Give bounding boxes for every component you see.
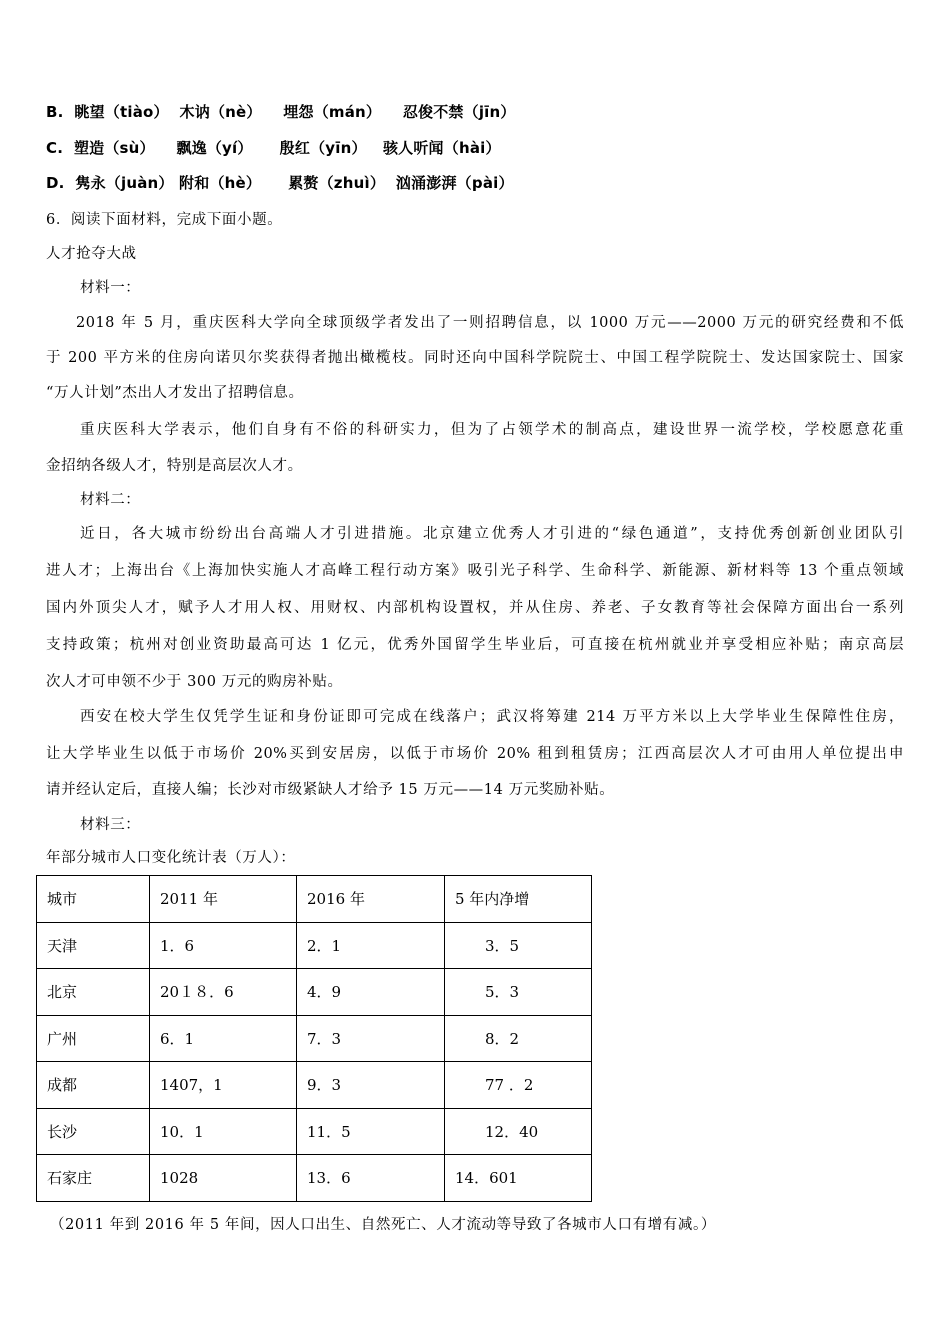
table-cell: 1028 bbox=[150, 1155, 297, 1202]
material-1-line: “万人计划”杰出人才发出了招聘信息。 bbox=[46, 385, 304, 401]
table-cell: 11．5 bbox=[297, 1108, 445, 1155]
option-b: B. 眺望（tiào） 木讷（nè） 埋怨（mán） 忍俊不禁（jīn） bbox=[46, 103, 516, 121]
material-2-line: 近日，各大城市纷纷出台高端人才引进措施。北京建立优秀人才引进的“绿色通道”，支持优秀创新创业团队引 bbox=[80, 526, 904, 542]
option-c: C. 塑造（sù） 飘逸（yí） 殷红（yīn） 骇人听闻（hài） bbox=[46, 139, 501, 157]
material-1-line: 于 200 平方米的住房向诺贝尔奖获得者抛出橄榄枝。同时还向中国科学院院士、中国工程学院院士、发达国家院士、国家 bbox=[46, 350, 904, 366]
material-2-heading: 材料二： bbox=[80, 492, 141, 508]
table-cell bbox=[445, 1015, 592, 1062]
cell-value: 5．3 bbox=[485, 983, 520, 1002]
cell-value: 3．5 bbox=[485, 936, 520, 955]
material-2-line: 西安在校大学生仅凭学生证和身份证即可完成在线落户；武汉将筹建 214 万平方米以上大学毕业生保障性住房， bbox=[80, 709, 904, 725]
material-2-line: 请并经认定后，直接人编；长沙对市级紧缺人才给予 15 万元——14 万元奖励补贴。 bbox=[46, 782, 615, 798]
table-cell: 成都 bbox=[37, 1062, 150, 1109]
material-1-heading: 材料一： bbox=[80, 280, 141, 296]
table-cell: 长沙 bbox=[37, 1108, 150, 1155]
table-cell: 广州 bbox=[37, 1015, 150, 1062]
header-cell: 城市 bbox=[37, 876, 150, 923]
table-note: （2011 年到 2016 年 5 年间，因人口出生、自然死亡、人才流动等导致了各城市人口有增有减。） bbox=[50, 1217, 716, 1233]
table-cell: 天津 bbox=[37, 922, 150, 969]
material-2-line: 次人才可申领不少于 300 万元的购房补贴。 bbox=[46, 674, 343, 690]
table-row bbox=[37, 969, 592, 1016]
cell-value: 12．40 bbox=[485, 1122, 539, 1141]
option-d: D. 隽永（juàn） 附和（hè） 累赘（zhuì） 汹涌澎湃（pài） bbox=[46, 174, 514, 192]
table-cell: 7．3 bbox=[297, 1015, 445, 1062]
table-cell: 2．1 bbox=[297, 922, 445, 969]
table-cell: 石家庄 bbox=[37, 1155, 150, 1202]
table-cell bbox=[445, 1155, 592, 1202]
cell-value: 77 ．2 bbox=[485, 1076, 534, 1095]
header-cell: 2016 年 bbox=[297, 876, 445, 923]
table-row bbox=[37, 922, 592, 969]
question-stem: 6．阅读下面材料，完成下面小题。 bbox=[46, 212, 283, 228]
cell-value: 8．2 bbox=[485, 1029, 520, 1048]
cell-value: 14．601 bbox=[455, 1169, 518, 1188]
material-2-line: 让大学毕业生以低于市场价 20%买到安居房，以低于市场价 20% 租到租赁房；江西高层次人才可由用人单位提出申 bbox=[46, 746, 904, 762]
material-2-line: 进人才；上海出台《上海加快实施人才高峰工程行动方案》吸引光子科学、生命科学、新能源、新材料等 13 个重点领域 bbox=[46, 563, 904, 579]
table-caption: 年部分城市人口变化统计表（万人）： bbox=[46, 850, 296, 866]
table-row bbox=[37, 1062, 592, 1109]
table-cell: 10．1 bbox=[150, 1108, 297, 1155]
table-cell: 1．6 bbox=[150, 922, 297, 969]
population-table bbox=[36, 875, 592, 1202]
table-cell bbox=[445, 922, 592, 969]
table-cell: 13．6 bbox=[297, 1155, 445, 1202]
table-cell: 9．3 bbox=[297, 1062, 445, 1109]
table-cell bbox=[445, 1062, 592, 1109]
material-1-line: 金招纳各级人才，特别是高层次人才。 bbox=[46, 458, 303, 474]
material-2-line: 国内外顶尖人才，赋予人才用人权、用财权、内部机构设置权，并从住房、养老、子女教育等社会保障方面出台一系列 bbox=[46, 600, 904, 616]
table-cell: 20１８．6 bbox=[150, 969, 297, 1016]
material-1-line: 2018 年 5 月，重庆医科大学向全球顶级学者发出了一则招聘信息，以 1000 万元——2000 万元的研究经费和不低 bbox=[76, 315, 904, 331]
table-cell bbox=[445, 969, 592, 1016]
table-row bbox=[37, 1015, 592, 1062]
table-row bbox=[37, 1108, 592, 1155]
table-cell: 1407，1 bbox=[150, 1062, 297, 1109]
table-header-row bbox=[37, 876, 592, 923]
table-row bbox=[37, 1155, 592, 1202]
material-3-heading: 材料三： bbox=[80, 817, 141, 833]
table-cell: 6．1 bbox=[150, 1015, 297, 1062]
material-1-line: 重庆医科大学表示，他们自身有不俗的科研实力，但为了占领学术的制高点，建设世界一流学校，学校愿意花重 bbox=[80, 422, 904, 438]
table-cell: 4．9 bbox=[297, 969, 445, 1016]
header-cell: 5 年内净增 bbox=[445, 876, 592, 923]
material-2-line: 支持政策；杭州对创业资助最高可达 1 亿元，优秀外国留学生毕业后，可直接在杭州就业并享受相应补贴；南京高层 bbox=[46, 637, 904, 653]
header-cell: 2011 年 bbox=[150, 876, 297, 923]
table-cell bbox=[445, 1108, 592, 1155]
article-title: 人才抢夺大战 bbox=[46, 246, 137, 262]
table-cell: 北京 bbox=[37, 969, 150, 1016]
